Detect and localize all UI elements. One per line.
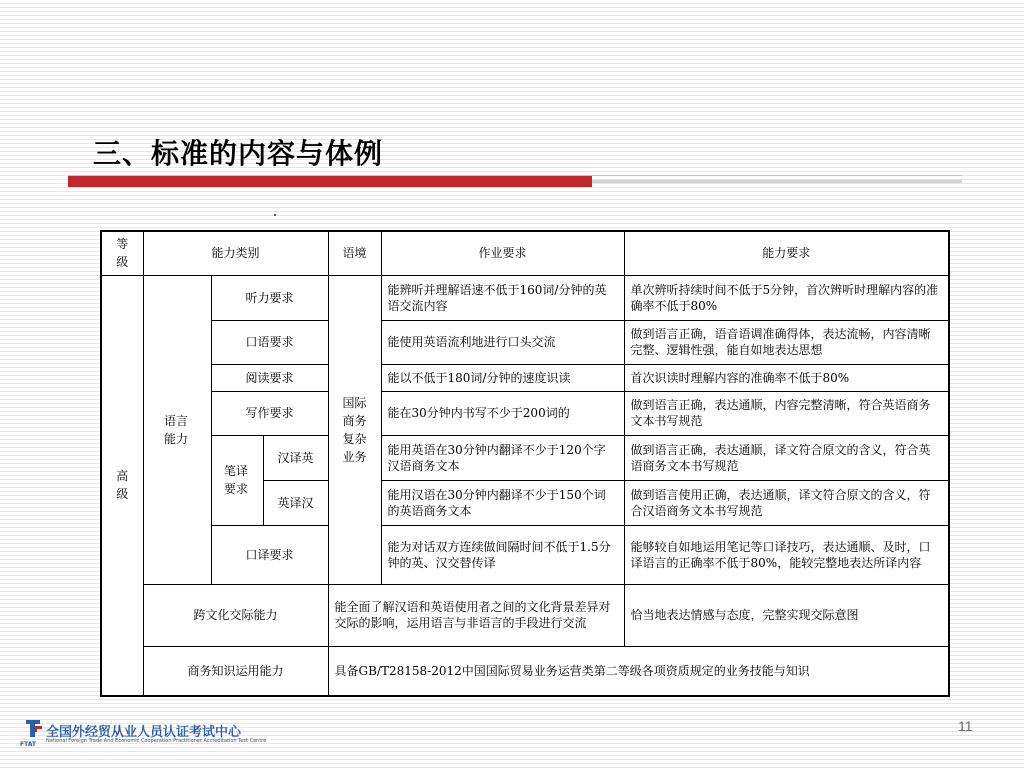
table-header-row bbox=[101, 231, 949, 275]
category-cell: 英译汉 bbox=[263, 480, 328, 525]
ability-cell: 做到语言正确，表达通顺，译文符合原文的含义，符合英语商务文本书写规范 bbox=[624, 435, 949, 480]
translation-group-cell: 笔译要求 bbox=[211, 435, 263, 525]
level-cell: 高级 bbox=[101, 275, 143, 696]
task-cell: 能为对话双方连续做间隔时间不低于1.5分钟的英、汉交替传译 bbox=[381, 525, 624, 584]
stray-dot bbox=[274, 214, 276, 216]
slide-title: 三、标准的内容与体例 bbox=[93, 137, 384, 170]
logo-abbreviation: FTAT bbox=[20, 741, 36, 748]
task-cell: 能用汉语在30分钟内翻译不少于150个词的英语商务文本 bbox=[381, 480, 624, 525]
category-cell: 跨文化交际能力 bbox=[143, 584, 328, 646]
category-cell: 商务知识运用能力 bbox=[143, 646, 328, 696]
title-accent-bar bbox=[68, 176, 592, 187]
task-cell: 能以不低于180词/分钟的速度识读 bbox=[381, 364, 624, 391]
header-ability: 能力要求 bbox=[624, 231, 949, 275]
table-row bbox=[101, 364, 949, 391]
language-ability-cell: 语言能力 bbox=[143, 275, 211, 584]
task-cell: 具备GB/T28158-2012中国国际贸易业务运营类第二等级各项资质规定的业务技能与知识 bbox=[328, 646, 949, 696]
ability-cell: 能够较自如地运用笔记等口译技巧，表达通顺、及时，口译语言的正确率不低于80%，能较完整地表达所译内容 bbox=[624, 525, 949, 584]
table-row bbox=[101, 435, 949, 480]
standard-spec-table bbox=[100, 230, 950, 697]
context-cell: 国际商务复杂业务 bbox=[328, 275, 381, 584]
category-cell: 听力要求 bbox=[211, 275, 328, 320]
table-row bbox=[101, 646, 949, 696]
table-row bbox=[101, 525, 949, 584]
header-level: 等级 bbox=[101, 231, 143, 275]
table-row bbox=[101, 391, 949, 435]
task-cell: 能全面了解汉语和英语使用者之间的文化背景差异对交际的影响，运用语言与非语言的手段进行交流 bbox=[328, 584, 624, 646]
title-underline-gray bbox=[592, 180, 962, 183]
table-row bbox=[101, 320, 949, 364]
table-row bbox=[101, 275, 949, 320]
task-cell: 能用英语在30分钟内翻译不少于120个字汉语商务文本 bbox=[381, 435, 624, 480]
category-cell: 写作要求 bbox=[211, 391, 328, 435]
ability-cell: 单次辨听持续时间不低于5分钟，首次辨听时理解内容的准确率不低于80% bbox=[624, 275, 949, 320]
page-number: 11 bbox=[958, 718, 973, 734]
logo-name-cn: 全国外经贸从业人员认证考试中心 bbox=[46, 725, 242, 740]
category-cell: 口译要求 bbox=[211, 525, 328, 584]
task-cell: 能在30分钟内书写不少于200词的 bbox=[381, 391, 624, 435]
ability-cell: 做到语言正确，表达通顺，内容完整清晰，符合英语商务文本书写规范 bbox=[624, 391, 949, 435]
task-cell: 能使用英语流利地进行口头交流 bbox=[381, 320, 624, 364]
table-row bbox=[101, 584, 949, 646]
header-category: 能力类别 bbox=[143, 231, 328, 275]
category-cell: 阅读要求 bbox=[211, 364, 328, 391]
ability-cell: 恰当地表达情感与态度，完整实现交际意图 bbox=[624, 584, 949, 646]
ability-cell: 做到语言正确，语音语调准确得体，表达流畅，内容清晰完整、逻辑性强，能自如地表达思想 bbox=[624, 320, 949, 364]
category-cell: 口语要求 bbox=[211, 320, 328, 364]
ability-cell: 做到语言使用正确，表达通顺，译文符合原文的含义，符合汉语商务文本书写规范 bbox=[624, 480, 949, 525]
category-cell: 汉译英 bbox=[263, 435, 328, 480]
header-task: 作业要求 bbox=[381, 231, 624, 275]
header-context: 语境 bbox=[328, 231, 381, 275]
logo-name-en: National Foreign Trade And Economic Cooperation Practitioner Accreditation Test Centre bbox=[46, 738, 267, 744]
ability-cell: 首次识读时理解内容的准确率不低于80% bbox=[624, 364, 949, 391]
task-cell: 能辨听并理解语速不低于160词/分钟的英语交流内容 bbox=[381, 275, 624, 320]
